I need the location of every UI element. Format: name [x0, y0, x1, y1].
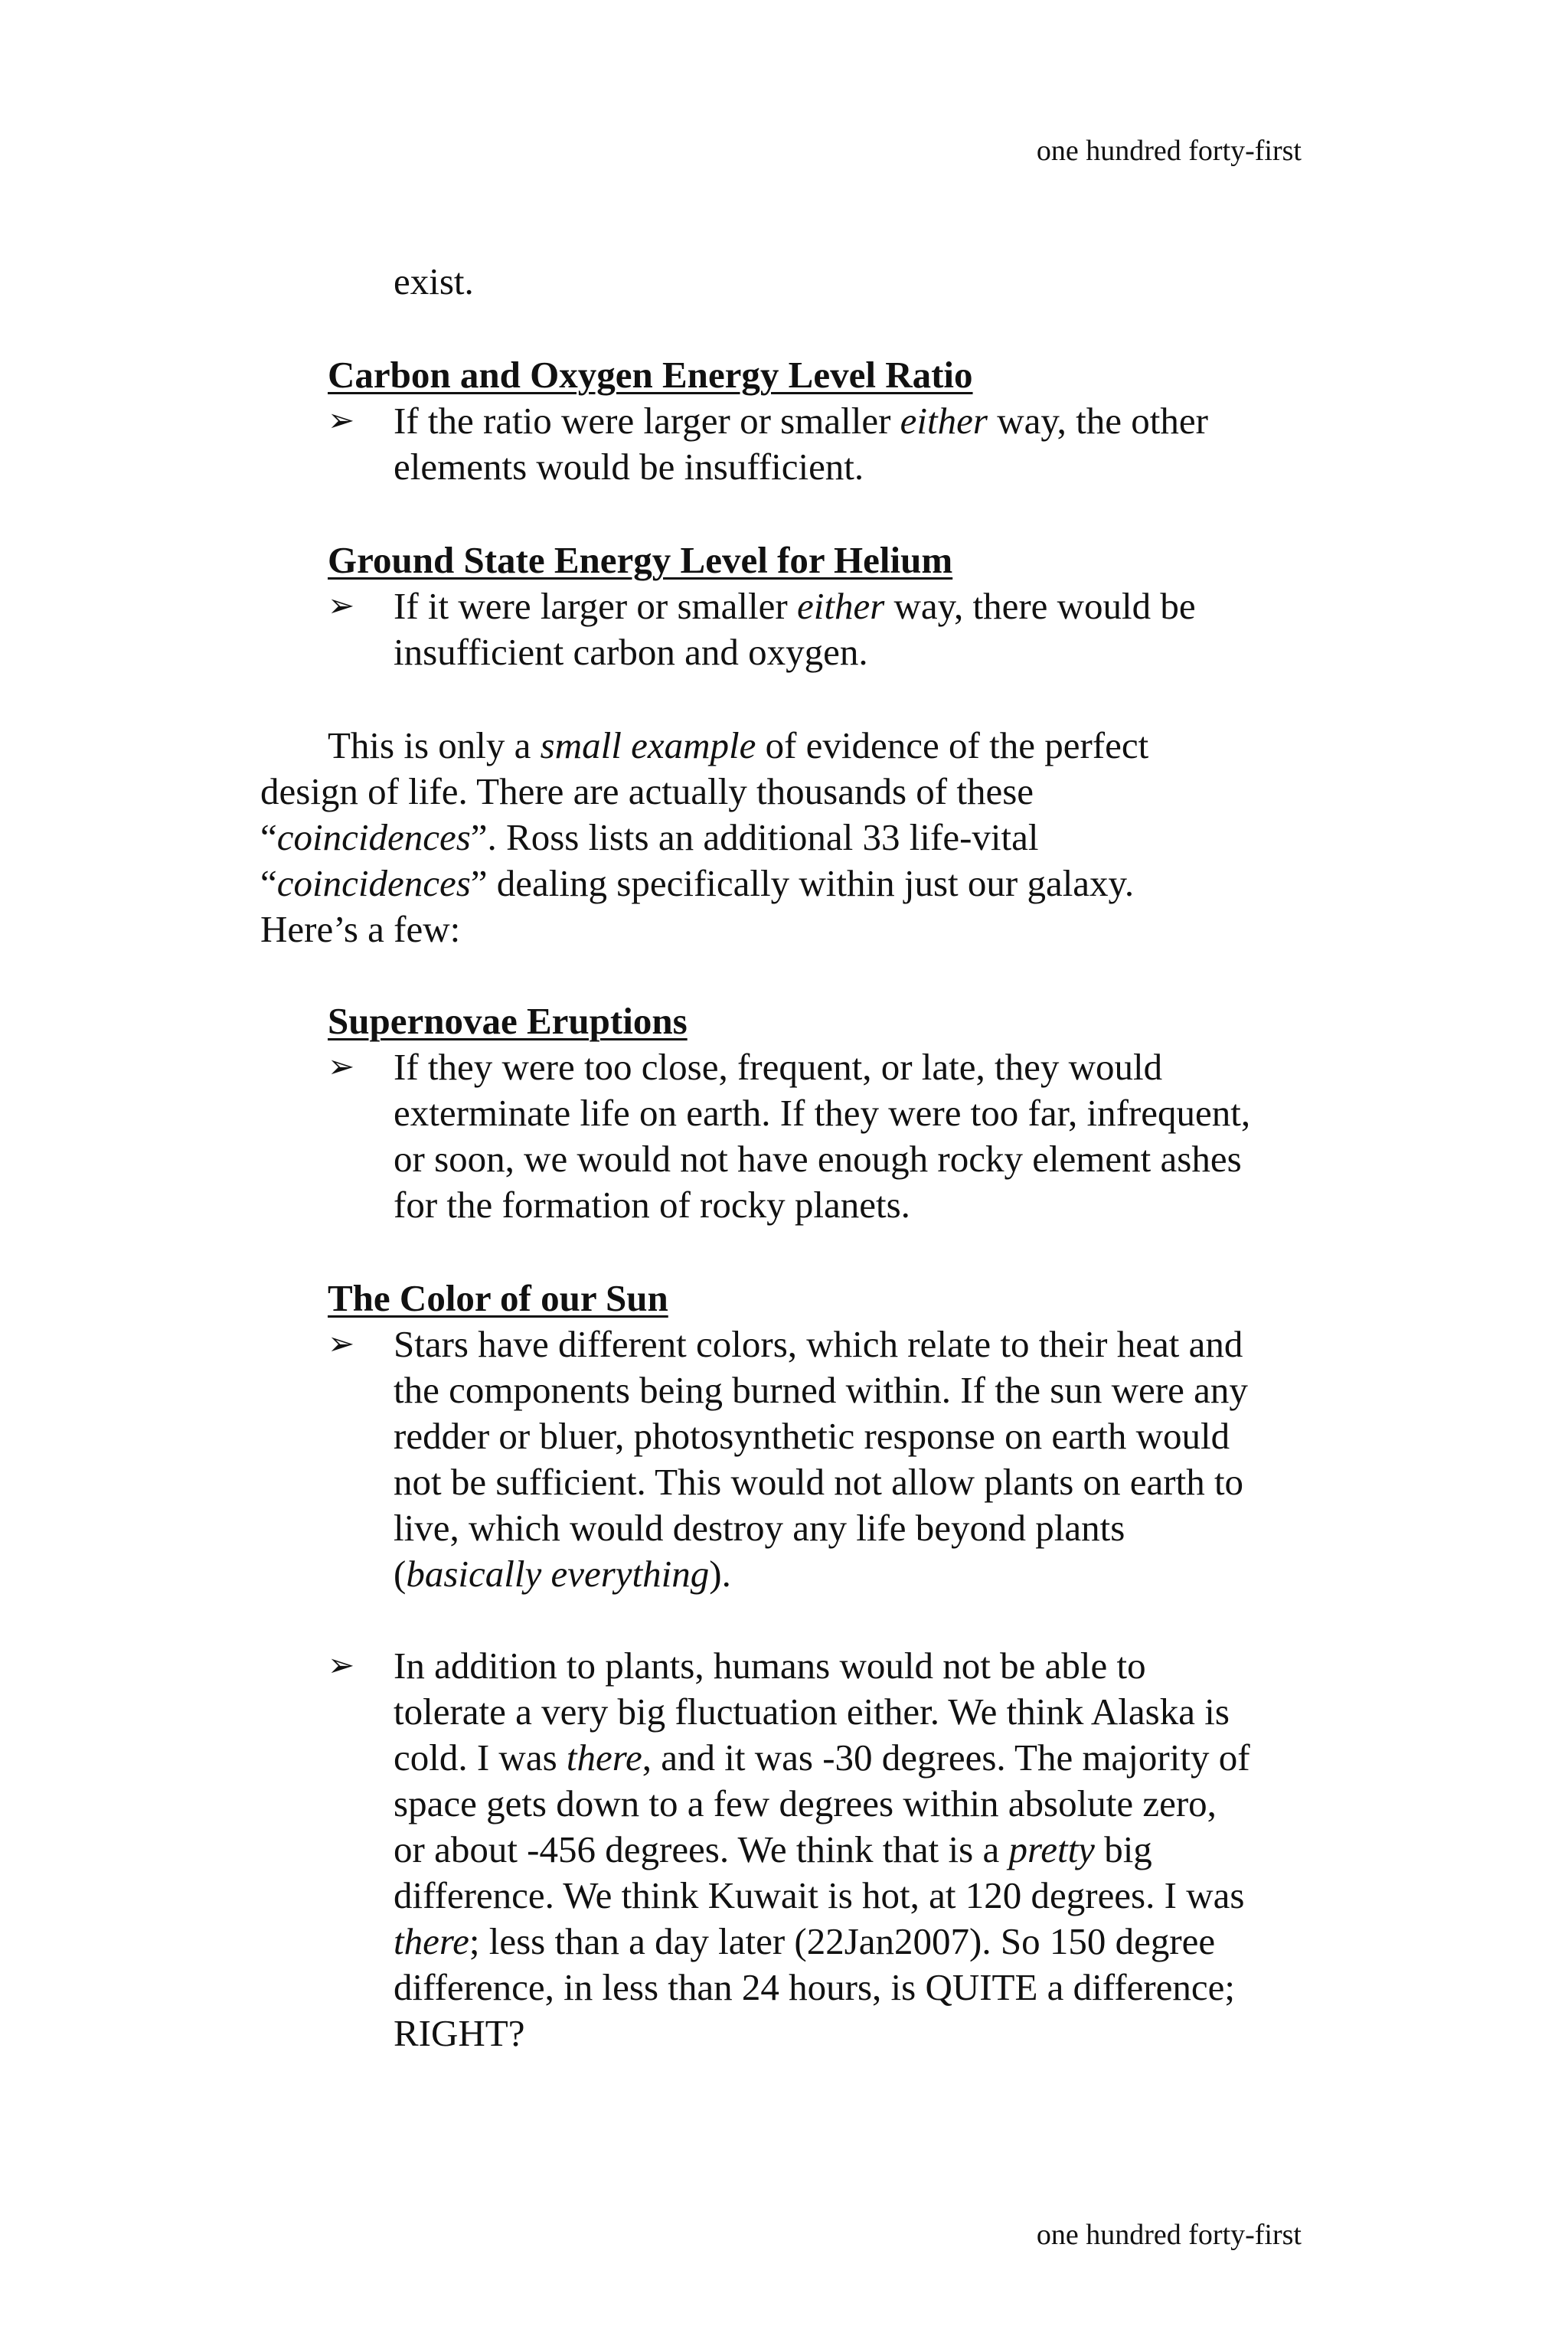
text-line: elements would be insufficient.: [394, 446, 864, 488]
text-line: cold. I was there, and it was -30 degrees. The majority of: [394, 1736, 1250, 1779]
heading-sun-color: The Color of our Sun: [328, 1277, 668, 1319]
text-line: for the formation of rocky planets.: [394, 1184, 910, 1226]
text-line: This is only a small example of evidence of the perfect: [328, 724, 1149, 766]
text-line: design of life. There are actually thousands of these: [260, 770, 1034, 812]
text-line: (basically everything).: [394, 1553, 731, 1595]
text-line: If it were larger or smaller either way, there would be: [394, 585, 1196, 627]
text-line: or about -456 degrees. We think that is a pretty big: [394, 1828, 1152, 1870]
bullet-arrow-icon: ➢: [328, 589, 355, 624]
bullet-text-supernovae: [394, 1044, 1250, 1228]
text-line: Here’s a few:: [260, 908, 461, 950]
text-line: RIGHT?: [394, 2012, 525, 2054]
text-line: tolerate a very big fluctuation either. We think Alaska is: [394, 1690, 1230, 1733]
bullet-arrow-icon: ➢: [328, 1050, 355, 1085]
intro-fragment: exist.: [394, 260, 474, 302]
page-footer: one hundred forty-first: [1036, 2219, 1302, 2251]
heading-supernovae: Supernovae Eruptions: [328, 1000, 688, 1042]
text-line: “coincidences” dealing specifically within just our galaxy.: [260, 862, 1135, 904]
text-line: redder or bluer, photosynthetic response on earth would: [394, 1415, 1230, 1457]
body-paragraph: [260, 723, 1148, 952]
text-line: space gets down to a few degrees within absolute zero,: [394, 1782, 1217, 1824]
text-line: If the ratio were larger or smaller either way, the other: [394, 400, 1208, 442]
bullet-text-carbon: [394, 398, 1208, 490]
heading-carbon-oxygen: Carbon and Oxygen Energy Level Ratio: [328, 354, 973, 396]
text-line: there; less than a day later (22Jan2007). So 150 degree: [394, 1920, 1216, 1962]
text-line: difference. We think Kuwait is hot, at 120 degrees. I was: [394, 1874, 1245, 1916]
text-line: Stars have different colors, which relate to their heat and: [394, 1323, 1243, 1365]
bullet-text-sun-2: [394, 1643, 1250, 2056]
bullet-text-helium: [394, 583, 1196, 675]
bullet-arrow-icon: ➢: [328, 403, 355, 439]
text-line: exterminate life on earth. If they were too far, infrequent,: [394, 1092, 1251, 1134]
text-line: difference, in less than 24 hours, is QUITE a difference;: [394, 1966, 1235, 2008]
bullet-arrow-icon: ➢: [328, 1327, 355, 1362]
text-line: “coincidences”. Ross lists an additional 33 life-vital: [260, 816, 1039, 858]
page-header: one hundred forty-first: [1036, 135, 1302, 167]
bullet-arrow-icon: ➢: [328, 1648, 355, 1684]
text-line: insufficient carbon and oxygen.: [394, 631, 868, 673]
text-line: In addition to plants, humans would not be able to: [394, 1645, 1146, 1687]
text-line: not be sufficient. This would not allow plants on earth to: [394, 1461, 1244, 1503]
heading-helium: Ground State Energy Level for Helium: [328, 539, 953, 581]
text-line: or soon, we would not have enough rocky element ashes: [394, 1138, 1242, 1180]
bullet-text-sun-1: [394, 1321, 1248, 1597]
text-line: live, which would destroy any life beyond plants: [394, 1507, 1125, 1549]
text-line: If they were too close, frequent, or late, they would: [394, 1046, 1163, 1088]
text-line: the components being burned within. If the sun were any: [394, 1369, 1248, 1411]
